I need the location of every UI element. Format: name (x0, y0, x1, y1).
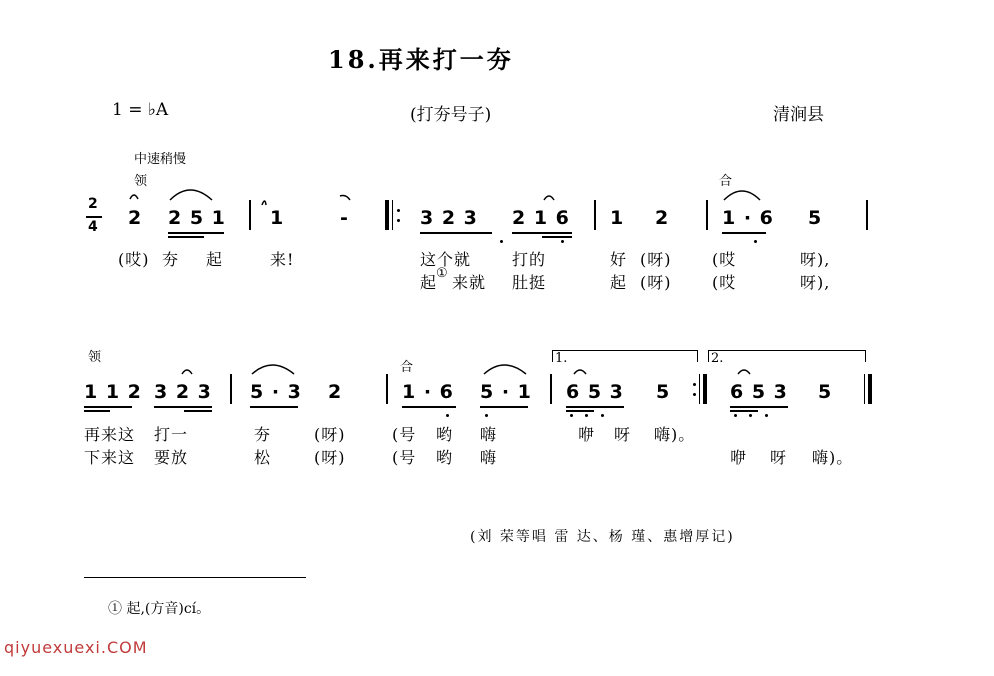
note-group: 3 2 3 (420, 207, 478, 229)
ending-1-label: 1. (555, 351, 568, 366)
lyric: 起 (420, 273, 438, 292)
dash: - (340, 207, 349, 229)
note: 5 (808, 207, 823, 229)
note-group: 2 5 1 (168, 207, 226, 229)
lyric: 嗨)。 (654, 425, 696, 444)
time-signature-bottom: 4 (88, 219, 99, 235)
note-group: 6 5 3 (566, 381, 624, 403)
lyric: (呀) (314, 448, 346, 467)
note-group: 3 2 3 (154, 381, 212, 403)
footnote: ① 起,(方音)cí。 (108, 601, 211, 617)
note: 5 (818, 381, 833, 403)
lyric: 来! (270, 250, 295, 269)
lyric: 起 (610, 273, 628, 292)
page-title: 18.再来打一夯 (328, 45, 514, 74)
lyric: 打的 (512, 250, 547, 269)
lyric: (呀) (640, 273, 672, 292)
note: 5 (656, 381, 671, 403)
lyric: 咿 (730, 448, 748, 467)
credit-line: (刘 荣等唱 雷 达、杨 瑾、惠增厚记) (470, 529, 735, 545)
lyric: 呀 (770, 448, 788, 467)
lyric: (哎) (118, 250, 150, 269)
lyric: (哎 (712, 250, 737, 269)
lyric: 夯 (254, 425, 272, 444)
lyric: 来就 (452, 273, 487, 292)
lyric: 打一 (154, 425, 189, 444)
lyric: 要放 (154, 448, 189, 467)
note-group: 5 · 3 (250, 381, 302, 403)
note-group: 2 1 6 (512, 207, 570, 229)
lead-label: 领 (134, 174, 148, 189)
lead-label: 领 (88, 350, 102, 365)
footnote-marker: ① (436, 266, 448, 281)
lyric: (号 (392, 425, 417, 444)
chorus-label: 合 (400, 360, 414, 375)
lyric: 松 (254, 448, 272, 467)
note: 2 (128, 207, 143, 229)
watermark: qiyuexuexi.COM (4, 638, 148, 657)
lyric: 起 (206, 250, 224, 269)
note: 2 (655, 207, 670, 229)
lyric: 再来这 (84, 425, 136, 444)
note: 1 (270, 207, 285, 229)
lyric: 呀), (800, 273, 831, 292)
key-signature: 1 = ♭A (112, 100, 169, 120)
lyric: 肚挺 (512, 273, 547, 292)
lyric: 嗨 (480, 448, 498, 467)
lyric: 下来这 (84, 448, 136, 467)
lyric: (呀) (640, 250, 672, 269)
lyric: (哎 (712, 273, 737, 292)
subtitle: (打夯号子) (410, 105, 492, 125)
lyric: 嗨 (480, 425, 498, 444)
tempo-marking: 中速稍慢 (134, 152, 187, 167)
lyric: 咿 (578, 425, 596, 444)
lyric: 夯 (162, 250, 180, 269)
lyric: 好 (610, 250, 628, 269)
footnote-divider (84, 577, 306, 578)
lyric: (号 (392, 448, 417, 467)
note: 2 (328, 381, 343, 403)
note-group: 5 · 1 (480, 381, 532, 403)
lyric: (呀) (314, 425, 346, 444)
lyric: 呀 (614, 425, 632, 444)
lyric: 哟 (436, 448, 454, 467)
note-group: 1 · 6 (402, 381, 454, 403)
note-group: 6 5 3 (730, 381, 788, 403)
region-label: 清涧县 (773, 105, 824, 125)
lyric: 嗨)。 (812, 448, 854, 467)
chorus-label: 合 (719, 174, 733, 189)
ending-2-label: 2. (711, 351, 724, 366)
time-signature-top: 2 (88, 196, 99, 212)
lyric: 这个就 (420, 250, 472, 269)
lyric: 呀), (800, 250, 831, 269)
note: 1 (610, 207, 625, 229)
lyric: 哟 (436, 425, 454, 444)
note-group: 1 · 6 (722, 207, 774, 229)
note-group: 1 1 2 (84, 381, 142, 403)
